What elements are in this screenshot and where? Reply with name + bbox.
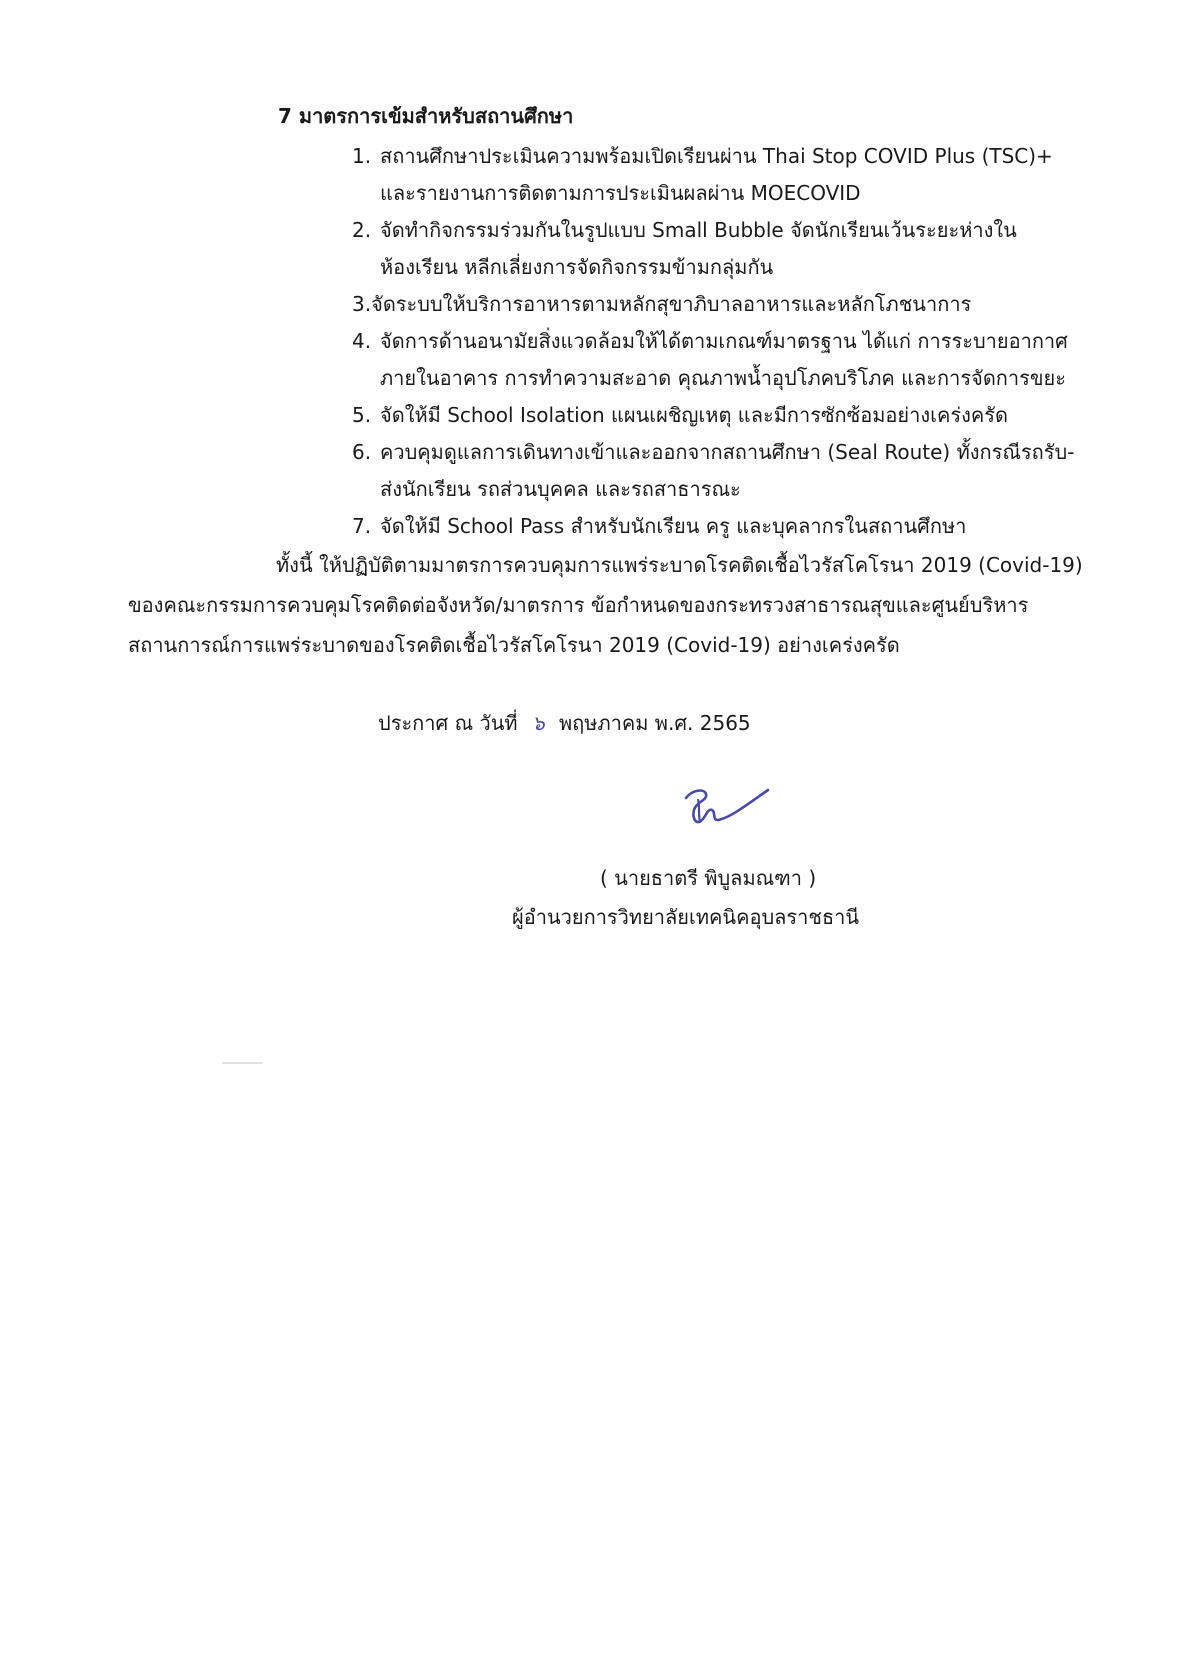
measure-item-5 [352,397,1100,434]
closing-paragraph [128,545,1088,665]
measure-text-line: จัดทำกิจกรรมร่วมกันในรูปแบบ Small Bubble จัดนักเรียนเว้นระยะห่างใน [380,218,1017,242]
measure-text-line: จัดระบบให้บริการอาหารตามหลักสุขาภิบาลอาหารและหลักโภชนาการ [371,292,972,316]
measure-text-line: ส่งนักเรียน รถส่วนบุคคล และรถสาธารณะ [380,477,741,501]
announcement-suffix: พฤษภาคม พ.ศ. 2565 [559,711,751,735]
announcement-date [378,707,751,739]
closing-paragraph-line: ของคณะกรรมการควบคุมโรคติดต่อจังหวัด/มาตรการ ข้อกำหนดของกระทรวงสาธารณสุขและศูนย์บริหาร [128,593,1029,617]
measure-text-line: จัดให้มี School Isolation แผนเผชิญเหตุ และมีการซักซ้อมอย่างเคร่งครัด [380,403,1008,427]
measure-number: 2. [352,218,372,242]
scan-artifact [222,1062,262,1064]
handwritten-signature [682,780,772,832]
section-heading: 7 มาตรการเข้มสำหรับสถานศึกษา [278,104,574,128]
measures-list [352,138,1100,545]
measure-text-line: ควบคุมดูแลการเดินทางเข้าและออกจากสถานศึกษา (Seal Route) ทั้งกรณีรถรับ- [380,440,1075,464]
measure-text-line: จัดให้มี School Pass สำหรับนักเรียน ครู และบุคลากรในสถานศึกษา [380,514,967,538]
measure-item-7 [352,508,1100,545]
announcement-prefix: ประกาศ ณ วันที่ [378,711,518,735]
closing-paragraph-line: สถานการณ์การแพร่ระบาดของโรคติดเชื้อไวรัสโคโรนา 2019 (Covid-19) อย่างเคร่งครัด [128,633,900,657]
measure-text-line: ภายในอาคาร การทำความสะอาด คุณภาพน้ำอุปโภคบริโภค และการจัดการขยะ [380,366,1067,390]
measure-number: 5. [352,403,372,427]
measure-text-line: ห้องเรียน หลีกเลี่ยงการจัดกิจกรรมข้ามกลุ่มกัน [380,255,774,279]
measure-number: 1. [352,144,372,168]
measure-number: 7. [352,514,372,538]
measure-number: 4. [352,329,372,353]
measure-item-4 [352,323,1100,397]
measure-item-3 [352,286,1100,323]
closing-paragraph-line: ทั้งนี้ ให้ปฏิบัติตามมาตรการควบคุมการแพร่ระบาดโรคติดเชื้อไวรัสโคโรนา 2019 (Covid-19) [276,553,1083,577]
signer-title: ผู้อำนวยการวิทยาลัยเทคนิคอุบลราชธานี [512,905,860,929]
measure-item-1 [352,138,1100,212]
measure-text-line: จัดการด้านอนามัยสิ่งแวดล้อมให้ได้ตามเกณฑ์มาตรฐาน ได้แก่ การระบายอากาศ [380,329,1068,353]
measure-text-line: และรายงานการติดตามการประเมินผลผ่าน MOECOVID [380,181,861,205]
measure-text-line: สถานศึกษาประเมินความพร้อมเปิดเรียนผ่าน Thai Stop COVID Plus (TSC)+ [380,144,1053,168]
measure-item-6 [352,434,1100,508]
measure-item-2 [352,212,1100,286]
measure-number: 6. [352,440,372,464]
measure-number: 3. [352,292,372,316]
signer-name: ( นายธาตรี พิบูลมณฑา ) [600,866,817,890]
announcement-day: ๖ [531,711,545,735]
